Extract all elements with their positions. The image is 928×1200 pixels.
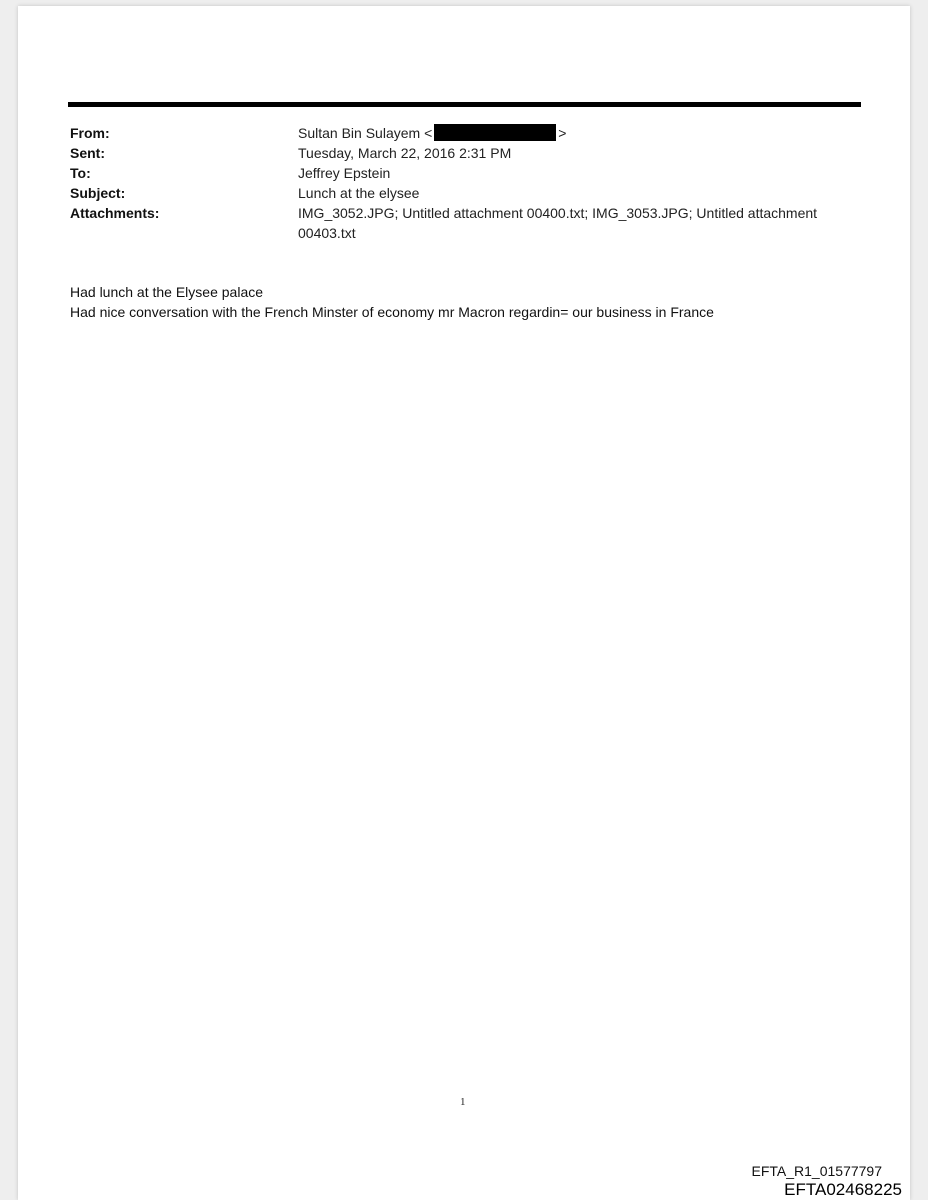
body-line-2: Had nice conversation with the French Minster of economy mr Macron regardin= our business in France [70,304,714,320]
from-close-bracket: > [558,125,567,141]
attachments-value: IMG_3052.JPG; Untitled attachment 00400.txt; IMG_3053.JPG; Untitled attachment 00403.txt [298,205,818,241]
attachments-label: Attachments: [70,205,160,221]
sent-label: Sent: [70,145,105,161]
redaction-bar [434,124,556,141]
sent-value: Tuesday, March 22, 2016 2:31 PM [298,145,512,161]
to-value: Jeffrey Epstein [298,165,391,181]
from-value [298,123,566,143]
page-number: 1 [460,1096,466,1108]
body-line-1: Had lunch at the Elysee palace [70,284,264,300]
bates-number-primary: EFTA_R1_01577797 [751,1163,882,1179]
from-open-bracket: < [424,125,433,141]
bates-number-secondary: EFTA02468225 [784,1180,902,1199]
from-name: Sultan Bin Sulayem [298,125,421,141]
document-page [18,6,910,1200]
subject-label: Subject: [70,185,126,201]
from-label: From: [70,125,110,141]
to-label: To: [70,165,91,181]
header-rule [68,102,861,107]
subject-value: Lunch at the elysee [298,185,420,201]
